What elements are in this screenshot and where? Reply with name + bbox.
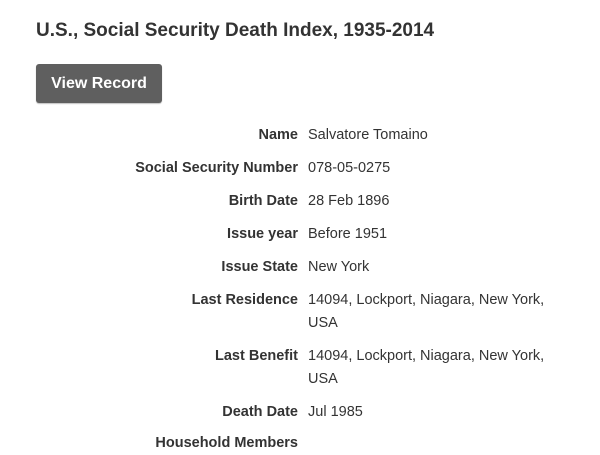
field-row-issue-state — [0, 256, 600, 279]
field-row-issue-year — [0, 223, 600, 246]
field-row-ssn — [0, 157, 600, 180]
page-title: U.S., Social Security Death Index, 1935-2014 — [36, 20, 435, 41]
field-row-name — [0, 124, 600, 147]
field-row-birth-date — [0, 190, 600, 213]
field-value: Salvatore Tomaino — [308, 127, 428, 143]
field-value: Jul 1985 — [308, 404, 363, 420]
field-label: Birth Date — [228, 193, 298, 209]
field-value: 28 Feb 1896 — [308, 193, 390, 209]
record-details — [0, 124, 600, 424]
field-label: Last Benefit — [215, 348, 298, 364]
field-value: Before 1951 — [308, 226, 388, 242]
field-value: New York — [308, 259, 370, 275]
field-row-last-benefit — [0, 345, 600, 391]
field-value: 14094, Lockport, Niagara, New York, USA — [308, 348, 545, 387]
field-label: Issue year — [227, 226, 298, 242]
field-label: Issue State — [221, 259, 298, 275]
field-label: Name — [258, 127, 298, 143]
field-label: Household Members — [155, 435, 298, 451]
field-value: 14094, Lockport, Niagara, New York, USA — [308, 292, 545, 331]
field-row-last-residence — [0, 289, 600, 335]
view-record-button[interactable]: View Record — [36, 64, 162, 103]
field-label: Death Date — [222, 404, 298, 420]
field-row-death-date — [0, 401, 600, 424]
field-label: Last Residence — [191, 292, 298, 308]
field-row-household-members — [0, 432, 600, 455]
field-label: Social Security Number — [135, 160, 298, 176]
field-value: 078-05-0275 — [308, 160, 391, 176]
